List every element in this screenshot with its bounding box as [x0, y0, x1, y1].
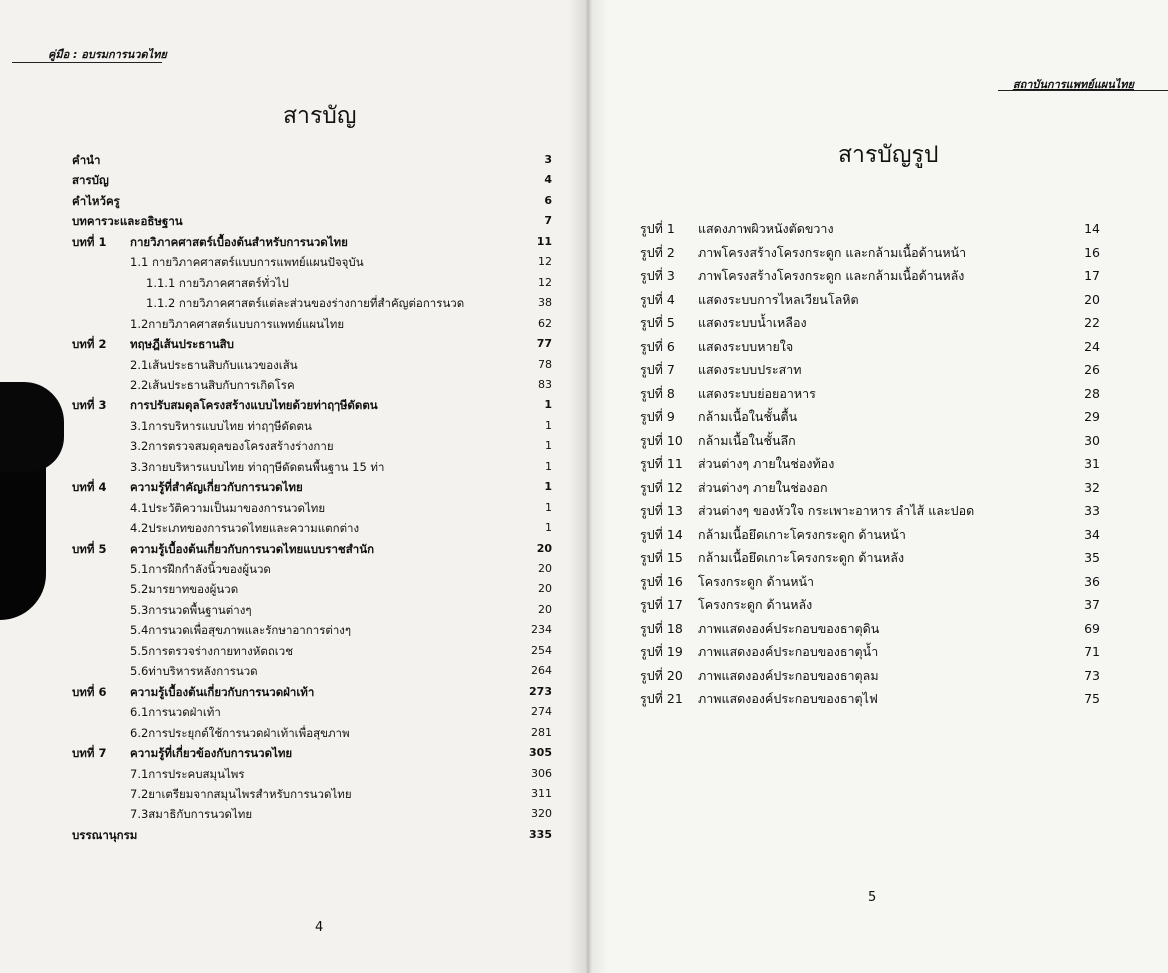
figure-page: 31 [1084, 456, 1100, 471]
right-running-header: สถาบันการแพทย์แผนไทย [1012, 78, 1134, 91]
toc-entry-title: 1.1 กายวิภาคศาสตร์แบบการแพทย์แผนปัจจุบัน [130, 255, 364, 269]
toc-entry-page: 1 [545, 439, 552, 452]
toc-chapter-label: บทที่ 3 [72, 398, 107, 412]
toc-entry-page: 20 [538, 582, 552, 595]
toc-chapter-label: บทที่ 5 [72, 542, 107, 556]
figure-label: รูปที่ 19 [640, 644, 683, 659]
toc-entry-page: 273 [529, 685, 552, 698]
figure-page: 73 [1084, 668, 1100, 683]
figure-label: รูปที่ 8 [640, 386, 675, 401]
toc-entry-title: 3.3กายบริหารแบบไทย ท่าฤๅษีดัดตนพื้นฐาน 15 ท่า [130, 460, 385, 474]
figure-title: แสดงภาพผิวหนังตัดขวาง [698, 221, 834, 236]
figure-label: รูปที่ 3 [640, 268, 675, 283]
right-page-number: 5 [868, 890, 877, 905]
toc-entry-title: บรรณานุกรม [72, 828, 138, 842]
figure-page: 30 [1084, 433, 1100, 448]
figure-label: รูปที่ 2 [640, 245, 675, 260]
figure-title: ภาพโครงสร้างโครงกระดูก และกล้ามเนื้อด้านหลัง [698, 268, 965, 283]
toc-chapter-label: บทที่ 6 [72, 685, 107, 699]
toc-entry-title: ความรู้ที่สำคัญเกี่ยวกับการนวดไทย [130, 480, 303, 494]
toc-entry-title: 1.1.1 กายวิภาคศาสตร์ทั่วไป [146, 276, 289, 290]
toc-entry-page: 1 [544, 480, 552, 493]
toc-entry-page: 1 [545, 460, 552, 473]
figure-label: รูปที่ 1 [640, 221, 675, 236]
toc-entry-title: 7.2ยาเตรียมจากสมุนไพรสำหรับการนวดไทย [130, 787, 352, 801]
toc-entry-page: 254 [531, 644, 552, 657]
toc-entry-page: 335 [529, 828, 552, 841]
figure-label: รูปที่ 13 [640, 503, 683, 518]
figure-page: 17 [1084, 268, 1100, 283]
toc-entry-page: 281 [531, 726, 552, 739]
thumb-tip [0, 382, 64, 472]
figure-label: รูปที่ 12 [640, 480, 683, 495]
toc-entry-title: ความรู้เบื้องต้นเกี่ยวกับการนวดไทยแบบราชสำนัก [130, 542, 375, 556]
toc-entry-title: ความรู้เบื้องต้นเกี่ยวกับการนวดฝ่าเท้า [130, 685, 315, 699]
toc-entry-title: 3.2การตรวจสมดุลของโครงสร้างร่างกาย [130, 439, 334, 453]
toc-entry-title: 5.2มารยาทของผู้นวด [130, 582, 239, 596]
toc-chapter-label: บทที่ 4 [72, 480, 107, 494]
figure-title: ภาพแสดงองค์ประกอบของธาตุน้ำ [698, 644, 879, 659]
left-page-number: 4 [315, 920, 324, 935]
toc-chapter-label: บทที่ 2 [72, 337, 107, 351]
toc-entry-title: บทคารวะและอธิษฐาน [72, 214, 183, 228]
toc-entry-title: 2.2เส้นประธานสิบกับการเกิดโรค [130, 378, 295, 392]
toc-entry-page: 311 [531, 787, 552, 800]
toc-entry-page: 305 [529, 746, 552, 759]
figure-title: กล้ามเนื้อในชั้นตื้น [698, 409, 798, 424]
toc-entry-page: 83 [538, 378, 552, 391]
toc-entry-title: 5.6ท่าบริหารหลังการนวด [130, 664, 258, 678]
figure-label: รูปที่ 5 [640, 315, 675, 330]
toc-entry-title: 6.2การประยุกต์ใช้การนวดฝ่าเท้าเพื่อสุขภาพ [130, 726, 350, 740]
figure-label: รูปที่ 9 [640, 409, 675, 424]
right-page [588, 0, 1168, 973]
toc-entry-title: 5.3การนวดพื้นฐานต่างๆ [130, 603, 252, 617]
toc-entry-title: 5.5การตรวจร่างกายทางหัตถเวช [130, 644, 293, 658]
figure-label: รูปที่ 17 [640, 597, 683, 612]
figure-page: 26 [1084, 362, 1100, 377]
toc-entry-page: 306 [531, 767, 552, 780]
figure-title: แสดงระบบหายใจ [698, 339, 794, 354]
toc-entry-title: กายวิภาคศาสตร์เบื้องต้นสำหรับการนวดไทย [130, 235, 348, 249]
toc-entry-title: คำนำ [72, 153, 101, 167]
toc-entry-title: 3.1การบริหารแบบไทย ท่าฤๅษีดัดตน [130, 419, 312, 433]
toc-entry-title: 1.1.2 กายวิภาคศาสตร์แต่ละส่วนของร่างกายที่สำคัญต่อการนวด [146, 296, 465, 310]
toc-entry-title: ความรู้ที่เกี่ยวข้องกับการนวดไทย [130, 746, 293, 760]
toc-entry-title: 4.2ประเภทของการนวดไทยและความแตกต่าง [130, 521, 360, 535]
figure-title: แสดงระบบน้ำเหลือง [698, 315, 807, 330]
toc-entry-page: 12 [538, 276, 552, 289]
toc-entry-page: 20 [538, 562, 552, 575]
figure-title: ภาพโครงสร้างโครงกระดูก และกล้ามเนื้อด้านหน้า [698, 245, 967, 260]
toc-entry-page: 11 [536, 235, 552, 248]
left-header-rule [12, 62, 162, 63]
figure-label: รูปที่ 6 [640, 339, 675, 354]
toc-entry-page: 77 [536, 337, 552, 350]
toc-entry-page: 3 [544, 153, 552, 166]
figure-label: รูปที่ 7 [640, 362, 675, 377]
figure-title: ส่วนต่างๆ ภายในช่องอก [698, 480, 828, 495]
left-running-header: คู่มือ : อบรมการนวดไทย [48, 48, 167, 61]
figure-page: 33 [1084, 503, 1100, 518]
toc-entry-title: ทฤษฎีเส้นประธานสิบ [130, 337, 234, 351]
figure-title: ภาพแสดงองค์ประกอบของธาตุลม [698, 668, 879, 683]
figure-title: กล้ามเนื้อยึดเกาะโครงกระดูก ด้านหลัง [698, 550, 905, 565]
toc-entry-title: การปรับสมดุลโครงสร้างแบบไทยด้วยท่าฤๅษีดัดตน [130, 398, 378, 412]
figure-page: 29 [1084, 409, 1100, 424]
figure-page: 32 [1084, 480, 1100, 495]
toc-entry-title: 5.4การนวดเพื่อสุขภาพและรักษาอาการต่างๆ [130, 623, 352, 637]
figure-label: รูปที่ 16 [640, 574, 683, 589]
toc-entry-page: 20 [536, 542, 552, 555]
toc-chapter-label: บทที่ 1 [72, 235, 107, 249]
figure-title: กล้ามเนื้อในชั้นลึก [698, 433, 796, 448]
figure-title: โครงกระดูก ด้านหลัง [698, 597, 813, 612]
figure-page: 35 [1084, 550, 1100, 565]
toc-entry-page: 1 [544, 398, 552, 411]
toc-entry-page: 6 [544, 194, 552, 207]
toc-entry-title: 4.1ประวัติความเป็นมาของการนวดไทย [130, 501, 326, 515]
toc-entry-title: คำไหว้ครู [72, 194, 120, 208]
figure-label: รูปที่ 4 [640, 292, 675, 307]
figure-label: รูปที่ 20 [640, 668, 683, 683]
figure-page: 20 [1084, 292, 1100, 307]
figure-label: รูปที่ 18 [640, 621, 683, 636]
figure-page: 69 [1084, 621, 1100, 636]
figure-label: รูปที่ 10 [640, 433, 683, 448]
toc-entry-page: 20 [538, 603, 552, 616]
figure-label: รูปที่ 14 [640, 527, 683, 542]
figure-page: 14 [1084, 221, 1100, 236]
toc-entry-title: 2.1เส้นประธานสิบกับแนวของเส้น [130, 358, 298, 372]
figure-title: แสดงระบบการไหลเวียนโลหิต [698, 292, 859, 307]
figure-label: รูปที่ 15 [640, 550, 683, 565]
toc-entry-title: 7.3สมาธิกับการนวดไทย [130, 807, 253, 821]
figure-title: กล้ามเนื้อยึดเกาะโครงกระดูก ด้านหน้า [698, 527, 906, 542]
figure-label: รูปที่ 11 [640, 456, 683, 471]
figure-title: ส่วนต่างๆ ของหัวใจ กระเพาะอาหาร ลำไส้ และปอด [698, 503, 975, 518]
toc-entry-page: 320 [531, 807, 552, 820]
right-header-rule [998, 90, 1168, 91]
toc-entry-page: 12 [538, 255, 552, 268]
figure-title: ส่วนต่างๆ ภายในช่องท้อง [698, 456, 835, 471]
figure-page: 36 [1084, 574, 1100, 589]
figure-page: 71 [1084, 644, 1100, 659]
figure-page: 28 [1084, 386, 1100, 401]
figure-page: 34 [1084, 527, 1100, 542]
figure-label: รูปที่ 21 [640, 691, 683, 706]
toc-entry-page: 38 [538, 296, 552, 309]
toc-entry-page: 1 [545, 521, 552, 534]
toc-chapter-label: บทที่ 7 [72, 746, 107, 760]
figure-page: 24 [1084, 339, 1100, 354]
toc-entry-page: 264 [531, 664, 552, 677]
toc-entry-title: 5.1การฝึกกำลังนิ้วของผู้นวด [130, 562, 271, 576]
figure-list-title: สารบัญรูป [838, 142, 939, 168]
toc-entry-title: 7.1การประคบสมุนไพร [130, 767, 245, 781]
toc-entry-page: 62 [538, 317, 552, 330]
figure-title: แสดงระบบย่อยอาหาร [698, 386, 816, 401]
toc-entry-page: 1 [545, 501, 552, 514]
toc-entry-page: 234 [531, 623, 552, 636]
toc-entry-page: 1 [545, 419, 552, 432]
toc-entry-page: 78 [538, 358, 552, 371]
figure-page: 37 [1084, 597, 1100, 612]
toc-entry-page: 4 [544, 173, 552, 186]
toc-entry-title: สารบัญ [72, 173, 109, 187]
toc-entry-title: 6.1การนวดฝ่าเท้า [130, 705, 221, 719]
toc-title: สารบัญ [283, 103, 357, 129]
figure-title: ภาพแสดงองค์ประกอบของธาตุไฟ [698, 691, 878, 706]
figure-title: โครงกระดูก ด้านหน้า [698, 574, 815, 589]
figure-page: 16 [1084, 245, 1100, 260]
figure-page: 22 [1084, 315, 1100, 330]
toc-entry-page: 7 [544, 214, 552, 227]
toc-entry-title: 1.2กายวิภาคศาสตร์แบบการแพทย์แผนไทย [130, 317, 345, 331]
figure-page: 75 [1084, 691, 1100, 706]
toc-entry-page: 274 [531, 705, 552, 718]
figure-title: แสดงระบบประสาท [698, 362, 802, 377]
figure-title: ภาพแสดงองค์ประกอบของธาตุดิน [698, 621, 880, 636]
